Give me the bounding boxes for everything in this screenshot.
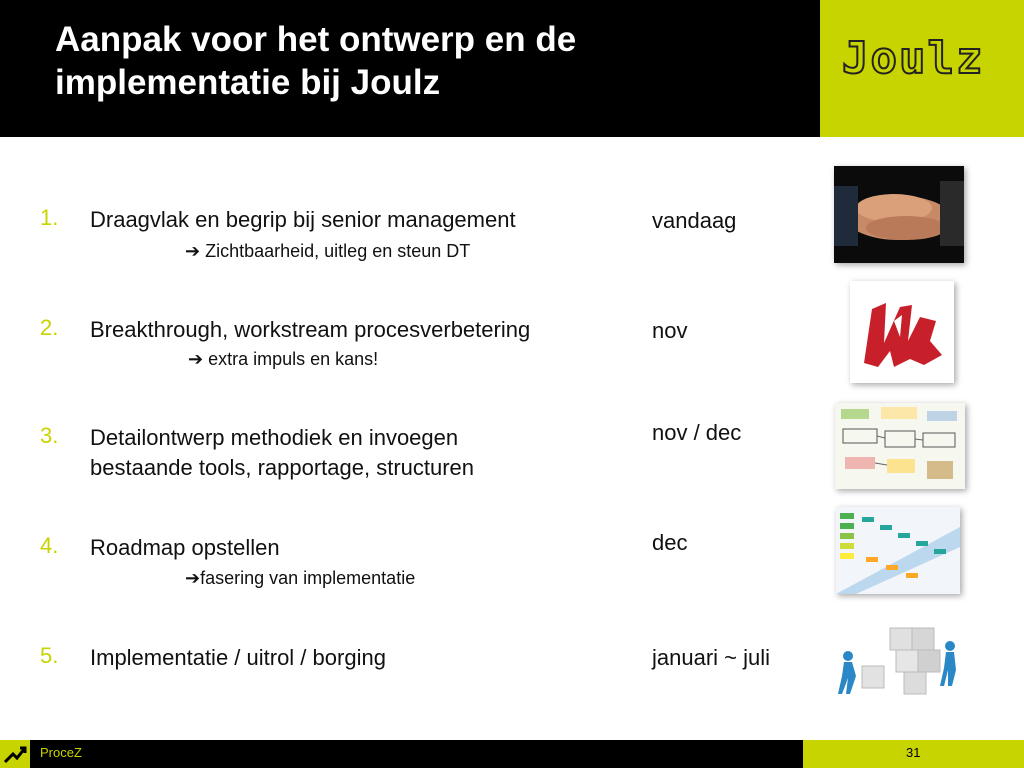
list-subtext: ➔fasering van implementatie xyxy=(185,568,416,588)
roadmap-diagram-image xyxy=(836,507,960,594)
list-number: 4. xyxy=(40,533,59,558)
list-text: Breakthrough, workstream procesverbetering xyxy=(90,317,531,342)
hands-photo xyxy=(834,166,964,263)
arrow-right-icon: ➔ xyxy=(188,349,204,369)
title-bar xyxy=(0,0,820,137)
timing-label: dec xyxy=(652,530,688,555)
timing-label: vandaag xyxy=(652,208,737,233)
footer-brand: ProceZ xyxy=(40,745,82,760)
list-number: 5. xyxy=(40,643,59,668)
slide-title-line1: Aanpak voor het ontwerp en de xyxy=(55,20,577,59)
timing-label: nov / dec xyxy=(652,420,742,445)
list-text-line2: bestaande tools, rapportage, structuren xyxy=(90,455,475,480)
timing-label: januari ~ juli xyxy=(652,645,771,670)
page-number: 31 xyxy=(906,745,921,760)
list-text xyxy=(90,423,474,483)
list-text: Draagvlak en begrip bij senior management xyxy=(90,207,516,232)
list-subtext: ➔ extra impuls en kans! xyxy=(188,349,379,369)
timing-label: nov xyxy=(652,318,688,343)
proceZ-logo-icon xyxy=(0,740,30,768)
red-logo-image xyxy=(850,281,954,383)
list-number: 3. xyxy=(40,423,59,448)
sketch-diagram-image xyxy=(835,403,965,489)
list-number: 2. xyxy=(40,315,59,340)
joulz-logo: Joulz xyxy=(842,33,985,84)
slide-title-line2: implementatie bij Joulz xyxy=(55,63,441,102)
joulz-logo-panel xyxy=(820,0,1024,137)
list-number: 1. xyxy=(40,205,59,230)
arrow-right-icon: ➔ xyxy=(185,568,201,588)
footer-bar xyxy=(0,740,803,768)
list-text: Implementatie / uitrol / borging xyxy=(90,645,386,670)
arrow-right-icon: ➔ xyxy=(185,241,201,261)
list-text-line1: Detailontwerp methodiek en invoegen xyxy=(90,425,459,450)
list-subtext: ➔ Zichtbaarheid, uitleg en steun DT xyxy=(185,241,471,261)
list-text: Roadmap opstellen xyxy=(90,535,280,560)
puzzle-people-image xyxy=(838,620,964,700)
slide-title xyxy=(55,18,795,104)
